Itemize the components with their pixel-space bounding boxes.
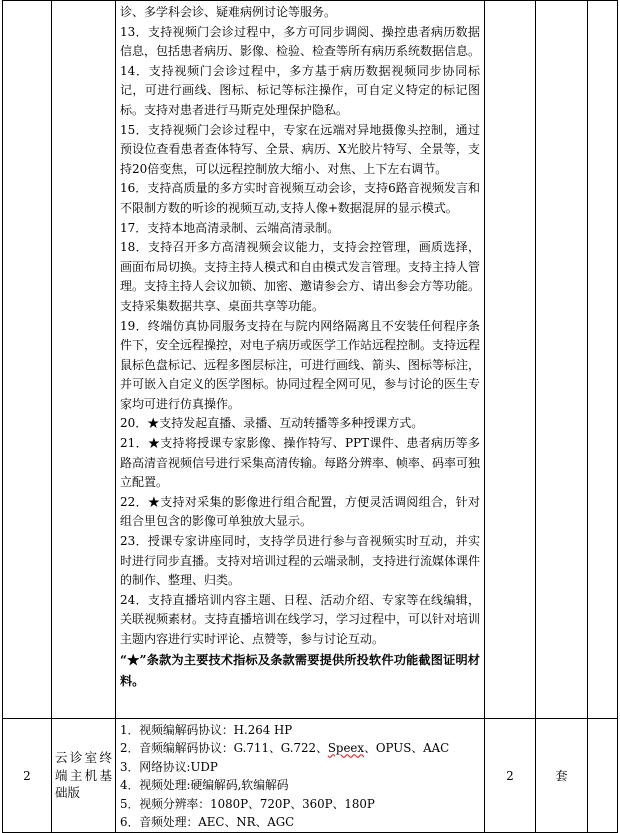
- spec-line: 6．音频处理：AEC、NR、AGC: [120, 815, 295, 830]
- table-row: [3, 719, 618, 833]
- name-cell: [52, 1, 116, 719]
- spec-line: 4．视频处理:硬编解码,软编解码: [120, 778, 289, 793]
- spec-description: [116, 1, 484, 692]
- spec-item: 24．支持直播培训内容主题、日程、活动介绍、专家等在线编辑，关联视频素材。支持直播培训在线学习，学习过程中，可以针对培训主题内容进行实时评论、点赞等，参与讨论互动。: [120, 592, 481, 646]
- table-row: [3, 1, 618, 719]
- spec-item: 23．授课专家讲座同时，支持学员进行参与音视频实时互动，并实时进行同步直播。支持对培训过程的云端录制，支持进行流媒体课件的制作、整理、归类。: [120, 534, 481, 588]
- unit-cell: 套: [536, 719, 588, 833]
- spec-cell: [116, 1, 485, 719]
- qty-cell: [485, 1, 536, 719]
- spec-description: [116, 719, 484, 831]
- spec-item: 18．支持召开多方高清视频会议能力，支持会控管理，画质选择，画面布局切换。支持主持人模式和自由模式发言管理。支持主持人管理。支持主持人会议加锁、加密、邀请参会方、请出参会方等功能。支持采集数据共享、桌面共享等功能。: [120, 240, 481, 313]
- spec-line: 2．音频编解码协议：G.711、G.722、Speex、OPUS、AAC: [120, 741, 450, 756]
- spec-item: 19．终端仿真协同服务支持在与院内网络隔离且不安装任何程序条件下，安全远程操控，对电子病历或医学工作站远程控制。支持远程鼠标色盘标记、远程多图层标注，可进行画线、箭头、图标等标注，并可嵌入自定义的医学图标。协同过程全网可见，参与讨论的医生专家均可进行仿真操作。: [120, 318, 481, 411]
- spec-item: 16．支持高质量的多方实时音视频互动会诊，支持6路音视频发言和不限制方数的听诊的视频互动,支持人像+数据混屏的显示模式。: [120, 181, 480, 215]
- spec-item: 21．★支持将授课专家影像、操作特写、PPT课件、患者病历等多路高清音视频信号进行采集高清传输。每路分辨率、帧率、码率可独立配置。: [120, 436, 481, 490]
- spec-item: 13．支持视频门会诊过程中，多方可同步调阅、操控患者病历数据信息，包括患者病历、影像、检验、检查等所有病历系统数据信息。: [120, 24, 481, 59]
- remark-cell: [588, 719, 618, 833]
- spec-table: [2, 0, 618, 833]
- spec-line: 1．视频编解码协议：H.264 HP: [120, 723, 293, 737]
- spec-item: 14．支持视频门会诊过程中，多方基于病历数据视频同步协同标记，可进行画线、图标、标记等标注操作，可自定义特定的标记图标。支持对患者进行马斯克处理保护隐私。: [120, 63, 480, 117]
- qty-cell: 2: [485, 719, 536, 833]
- star-note: “★”条款为主要技术指标及条款需要提供所投软件功能截图证明材料。: [120, 652, 480, 688]
- remark-cell: [588, 1, 618, 719]
- spec-item: 22．★支持对采集的影像进行组合配置，方便灵活调阅组合，针对组合里包含的影像可单独放大显示。: [120, 494, 480, 529]
- seq-cell: [3, 1, 52, 719]
- spec-cell: [116, 719, 485, 833]
- product-name: 云诊室终端主机基础版: [52, 719, 116, 833]
- seq-cell: 2: [3, 719, 52, 833]
- unit-cell: [536, 1, 588, 719]
- spec-item: 诊、多学科会诊、疑难病例讨论等服务。: [120, 5, 337, 19]
- spec-item: 17．支持本地高清录制、云端高清录制。: [120, 220, 340, 235]
- spec-item: 20．★支持发起直播、录播、互动转播等多种授课方式。: [120, 416, 424, 431]
- spec-line: 5．视频分辨率：1080P、720P、360P、180P: [120, 796, 375, 811]
- spec-item: 15．支持视频门会诊过程中，专家在远端对异地摄像头控制，通过预设位查看患者查体特写、全景、病历、X光胶片特写、全景等，支持20倍变焦，可以远程控制放大缩小、对焦、上下左右调节。: [120, 122, 480, 176]
- spec-line: 3．网络协议:UDP: [120, 759, 218, 774]
